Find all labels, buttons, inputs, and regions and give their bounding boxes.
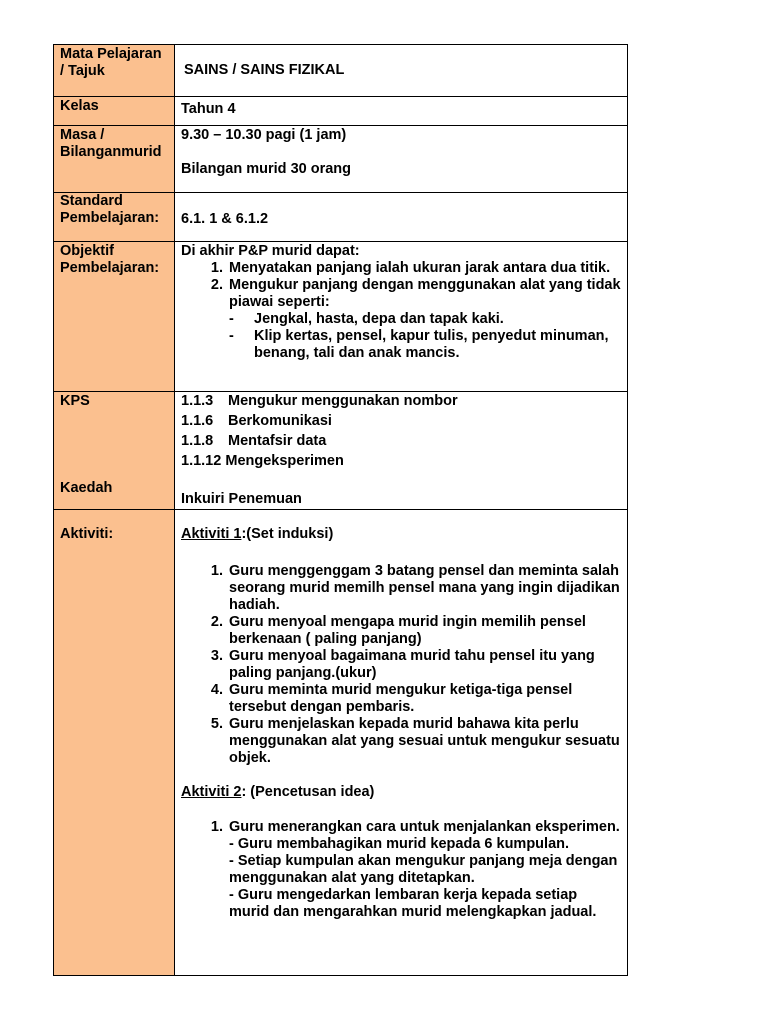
activities-label: Aktiviti:: [60, 526, 114, 542]
activities-row: [54, 510, 628, 976]
kps-text: Mengeksperimen: [225, 453, 344, 469]
list-item: - Jengkal, hasta, depa dan tapak kaki.: [229, 311, 504, 327]
method-label: Kaedah: [60, 480, 113, 496]
kps-text: Berkomunikasi: [228, 413, 332, 429]
subject-row: [54, 45, 628, 97]
list-item: 2. Guru menyoal mengapa murid ingin memilih pensel berkenaan ( paling panjang): [227, 614, 621, 648]
time-label: Masa / Bilanganmurid: [54, 126, 175, 193]
kps-text: Mentafsir data: [228, 433, 327, 449]
subject-label: Mata Pelajaran / Tajuk: [54, 45, 175, 97]
sub-item-text: Klip kertas, pensel, kapur tulis, penyedut minuman, benang, tali dan anak mancis.: [254, 328, 609, 361]
activity-2-step-1: 1. Guru menerangkan cara untuk menjalankan eksperimen.: [229, 819, 620, 835]
kps-code: 1.1.6: [181, 413, 214, 429]
list-item: [181, 413, 621, 430]
activity-2-steps: [181, 819, 621, 921]
list-item: [181, 393, 621, 410]
objective-2-text: Mengukur panjang dengan menggunakan alat yang tidak piawai seperti:: [229, 277, 621, 310]
list-item: [181, 433, 621, 450]
list-item: [227, 277, 621, 362]
activity-1-title: Aktiviti 1: [181, 526, 242, 542]
kps-row: [54, 392, 628, 510]
list-item: 5. Guru menjelaskan kepada murid bahawa kita perlu menggunakan alat yang sesuai untuk mengukur sesuatu objek.: [227, 716, 621, 767]
students-value: Bilangan murid 30 orang: [181, 161, 351, 177]
list-item: [181, 453, 621, 470]
activity-2-line: - Guru membahagikan murid kepada 6 kumpulan.: [229, 836, 570, 852]
activity-2-title: Aktiviti 2: [181, 784, 242, 800]
list-item: 4. Guru meminta murid mengukur ketiga-tiga pensel tersebut dengan pembaris.: [227, 682, 621, 716]
objectives-label: Objektif Pembelajaran:: [54, 242, 175, 392]
lesson-plan-table: [53, 44, 628, 976]
list-item: - Klip kertas, pensel, kapur tulis, penyedut minuman, benang, tali dan anak mancis.: [229, 328, 609, 361]
class-label: Kelas: [54, 97, 175, 126]
activity-1-heading: [181, 526, 621, 543]
standard-label: Standard Pembelajaran:: [54, 193, 175, 242]
list-item: [227, 819, 621, 921]
class-row: [54, 97, 628, 126]
list-item: 1. Menyatakan panjang ialah ukuran jarak antara dua titik.: [227, 260, 621, 277]
objectives-intro: Di akhir P&P murid dapat:: [181, 243, 360, 259]
method-value: Inkuiri Penemuan: [181, 491, 302, 507]
kps-text: Mengukur menggunakan nombor: [228, 393, 458, 409]
kps-code: 1.1.12: [181, 453, 222, 469]
objective-sublist: [229, 311, 621, 362]
time-value: 9.30 – 10.30 pagi (1 jam): [181, 127, 347, 143]
activity-1-steps: [181, 563, 621, 767]
kps-code: 1.1.3: [181, 393, 214, 409]
sub-item-text: Jengkal, hasta, depa dan tapak kaki.: [254, 311, 504, 327]
subject-value: SAINS / SAINS FIZIKAL: [184, 62, 345, 78]
kps-label: KPS: [60, 393, 90, 409]
class-value: Tahun 4: [175, 97, 628, 126]
objectives-row: [54, 242, 628, 392]
kps-code: 1.1.8: [181, 433, 214, 449]
activity-2-line: - Guru mengedarkan lembaran kerja kepada setiap murid dan mengarahkan murid melengkapkan jadual.: [229, 887, 597, 920]
objectives-list: [181, 260, 621, 362]
activity-1-subtitle: :(Set induksi): [241, 526, 334, 542]
activity-2-subtitle: : (Pencetusan idea): [241, 784, 375, 800]
list-item: 1. Guru menggenggam 3 batang pensel dan meminta salah seorang murid memilh pensel mana yang ingin dijadikan hadiah.: [227, 563, 621, 614]
standard-row: [54, 193, 628, 242]
activity-2-heading: [181, 784, 621, 801]
standard-value: 6.1. 1 & 6.1.2: [181, 211, 269, 227]
activity-2-line: - Setiap kumpulan akan mengukur panjang meja dengan menggunakan alat yang ditetapkan.: [229, 853, 618, 886]
time-row: [54, 126, 628, 193]
list-item: 3. Guru menyoal bagaimana murid tahu pensel itu yang paling panjang.(ukur): [227, 648, 621, 682]
